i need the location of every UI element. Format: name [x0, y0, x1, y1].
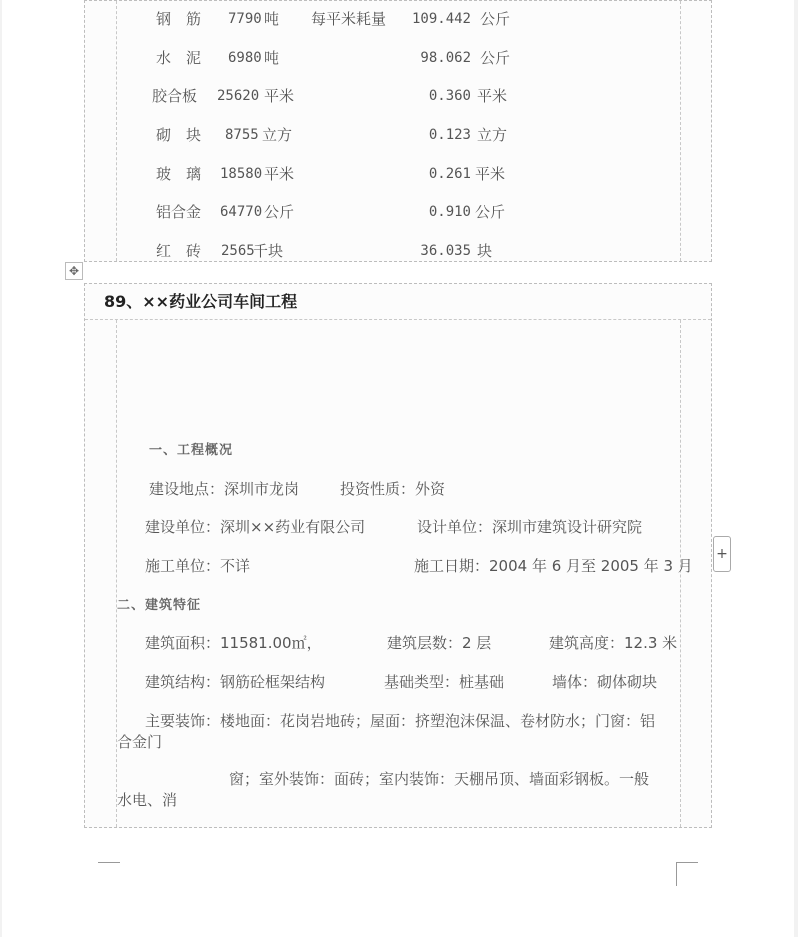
- per-sqm-value: 0.261: [428, 166, 471, 182]
- per-sqm-unit: 平米: [475, 165, 506, 183]
- decor-line-2: 合金门: [117, 733, 163, 751]
- per-sqm-unit: 平米: [477, 87, 508, 105]
- material-quantity: 18580: [220, 166, 263, 182]
- material-name: 砌 块: [156, 126, 202, 144]
- material-quantity: 64770: [220, 204, 263, 220]
- per-sqm-value: 109.442: [411, 11, 471, 27]
- per-sqm-label: 每平米耗量: [311, 10, 387, 28]
- per-sqm-value: 0.910: [428, 204, 471, 220]
- project-title: 89、××药业公司车间工程: [104, 292, 298, 311]
- section-features-heading: 二、建筑特征: [117, 598, 202, 613]
- material-unit: 立方: [262, 126, 293, 144]
- material-name: 玻 璃: [156, 165, 202, 183]
- material-unit: 千块: [253, 242, 284, 260]
- per-sqm-unit: 公斤: [475, 203, 506, 221]
- project-table: [84, 283, 712, 828]
- foundation-text: 基础类型：桩基础: [384, 673, 505, 691]
- material-name: 铝合金: [156, 203, 202, 221]
- page-corner-mark-left: [98, 862, 120, 886]
- per-sqm-value: 0.360: [428, 88, 471, 104]
- per-sqm-unit: 立方: [477, 126, 508, 144]
- material-name: 钢 筋: [156, 10, 202, 28]
- material-quantity: 6980: [228, 50, 262, 66]
- material-name: 水 泥: [156, 49, 202, 67]
- floors-text: 建筑层数：2 层: [387, 634, 492, 652]
- material-quantity: 2565: [221, 243, 255, 259]
- material-unit: 平米: [264, 87, 295, 105]
- decor-line-1: 主要装饰：楼地面：花岗岩地砖；屋面：挤塑泡沫保温、卷材防水；门窗：铝: [145, 712, 656, 730]
- plus-icon[interactable]: +: [713, 536, 731, 572]
- material-unit: 公斤: [264, 203, 295, 221]
- material-name: 红 砖: [156, 242, 202, 260]
- material-unit: 吨: [264, 10, 280, 28]
- decor-line-3: 窗；室外装饰：面砖；室内装饰：天棚吊顶、墙面彩钢板。一般: [229, 770, 650, 788]
- material-quantity: 25620: [217, 88, 260, 104]
- section-overview-heading: 一、工程概况: [149, 443, 234, 458]
- material-quantity: 7790: [228, 11, 262, 27]
- move-icon[interactable]: ✥: [65, 262, 83, 280]
- material-unit: 平米: [264, 165, 295, 183]
- per-sqm-value: 98.062: [420, 50, 471, 66]
- per-sqm-unit: 公斤: [480, 10, 511, 28]
- structure-text: 建筑结构：钢筋砼框架结构: [145, 673, 326, 691]
- designer-text: 设计单位：深圳市建筑设计研究院: [417, 518, 643, 536]
- per-sqm-value: 36.035: [420, 243, 471, 259]
- per-sqm-unit: 块: [477, 242, 493, 260]
- contractor-text: 施工单位：不详: [145, 557, 251, 575]
- per-sqm-value: 0.123: [428, 127, 471, 143]
- location-text: 建设地点：深圳市龙岗: [149, 480, 300, 498]
- height-text: 建筑高度：12.3 米: [549, 634, 678, 652]
- area-text: 建筑面积：11581.00㎡，: [145, 634, 322, 652]
- dates-text: 施工日期：2004 年 6 月至 2005 年 3 月: [414, 557, 693, 575]
- decor-line-4: 水电、消: [117, 791, 178, 809]
- per-sqm-unit: 公斤: [480, 49, 511, 67]
- wall-text: 墙体：砌体砌块: [552, 673, 658, 691]
- material-unit: 吨: [264, 49, 280, 67]
- page-corner-mark-right: [676, 862, 698, 886]
- material-quantity: 8755: [225, 127, 259, 143]
- investment-text: 投资性质：外资: [340, 480, 446, 498]
- builder-text: 建设单位：深圳××药业有限公司: [145, 518, 366, 536]
- material-name: 胶合板: [152, 87, 198, 105]
